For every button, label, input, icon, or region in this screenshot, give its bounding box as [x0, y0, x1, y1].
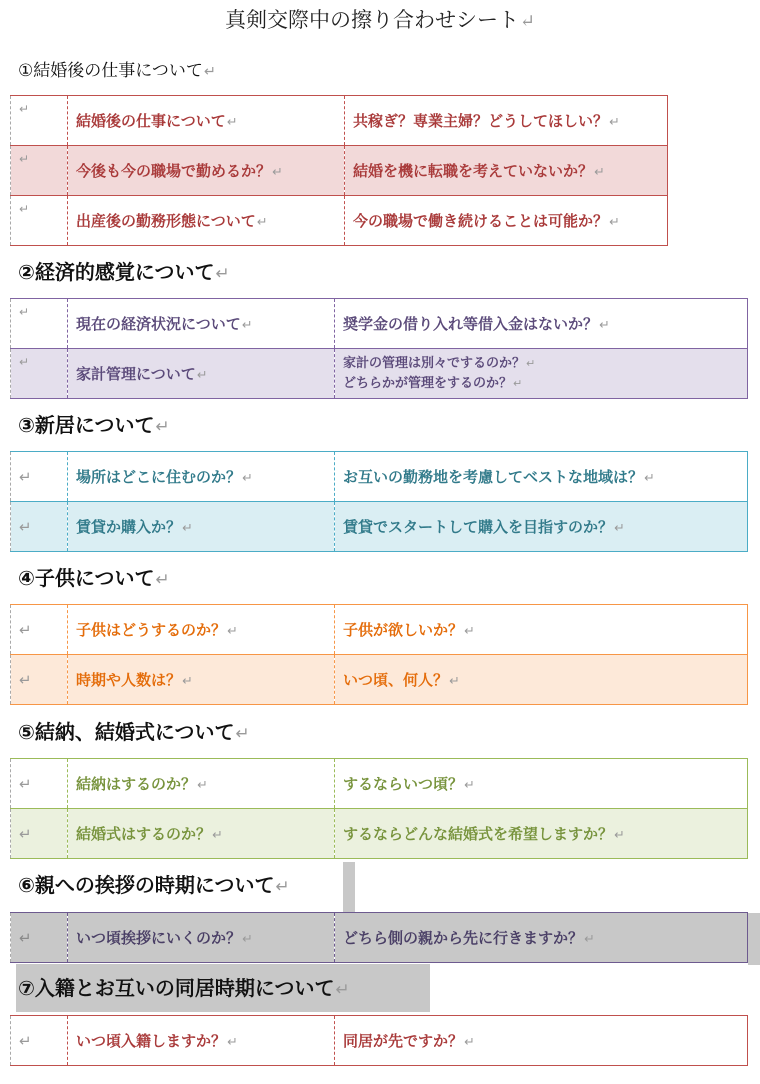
cell-text: 共稼ぎ？専業主婦？どうしてほしい？ — [353, 112, 609, 130]
document-title-text: 真剣交際中の擦り合わせシート — [225, 8, 520, 32]
cell-text: 子供が欲しいか？ — [343, 621, 464, 639]
cell-text: 結婚式はするのか？ — [76, 825, 212, 843]
table-cell-question — [345, 196, 668, 246]
cell-text: 賃貸でスタートして購入を目指すのか？ — [343, 518, 614, 536]
cell-text: 現在の経済状況について — [76, 315, 241, 333]
section-heading-text: ⑥親への挨拶の時期について — [18, 873, 275, 897]
cell-text: 場所はどこに住むのか？ — [76, 468, 242, 486]
paragraph-mark: ↵ — [449, 674, 460, 689]
paragraph-mark: ↵ — [242, 932, 253, 947]
section-heading-6 — [18, 870, 290, 902]
cell-text: お互いの勤務地を考慮してベストな地域は？ — [343, 468, 644, 486]
paragraph-mark: ↵ — [520, 11, 535, 32]
cell-text: いつ頃挨拶にいくのか？ — [76, 929, 242, 947]
paragraph-mark: ↵ — [275, 877, 290, 897]
table-cell-topic — [68, 1016, 335, 1066]
table-cell-question — [335, 1016, 748, 1066]
cell-text: 時期や人数は？ — [76, 671, 182, 689]
table-cell-topic — [68, 913, 335, 963]
table-cell-blank: ↵ — [11, 759, 68, 809]
section-table-7 — [10, 1015, 748, 1066]
section-table-6 — [10, 912, 748, 963]
paragraph-mark: ↵ — [155, 570, 170, 590]
table-cell-topic — [68, 605, 335, 655]
table-cell-question — [335, 913, 748, 963]
paragraph-mark: ↵ — [526, 356, 536, 370]
table-cell-question — [335, 759, 748, 809]
table-cell-blank: ↵ — [11, 655, 68, 705]
table-cell-topic — [68, 759, 335, 809]
table-cell-question — [345, 96, 668, 146]
table-row — [11, 452, 748, 502]
table-cell-blank: ↵ — [11, 349, 68, 399]
table-cell-topic — [68, 96, 345, 146]
table-row — [11, 96, 668, 146]
table-cell-blank: ↵ — [11, 913, 68, 963]
cell-text: 結婚後の仕事について — [76, 112, 226, 130]
table-cell-blank: ↵ — [11, 146, 68, 196]
cell-text: 出産後の勤務形態について — [76, 212, 256, 230]
table-cell-blank: ↵ — [11, 605, 68, 655]
cell-text: 今の職場で働き続けることは可能か？ — [353, 212, 609, 230]
table-cell-blank: ↵ — [11, 452, 68, 502]
cell-text: 奨学金の借り入れ等借入金はないか？ — [343, 315, 599, 333]
cell-text: 今後も今の職場で勤めるか？ — [76, 162, 272, 180]
section-table-4 — [10, 604, 748, 705]
section-heading-5 — [18, 717, 250, 749]
table-row — [11, 146, 668, 196]
table-cell-blank: ↵ — [11, 299, 68, 349]
table-row — [11, 299, 748, 349]
paragraph-mark: ↵ — [614, 828, 625, 843]
table-row — [11, 196, 668, 246]
paragraph-mark: ↵ — [196, 368, 208, 383]
section-heading-text: ⑤結納、結婚式について — [18, 720, 235, 744]
paragraph-mark: ↵ — [594, 165, 605, 180]
section-heading-1 — [18, 56, 216, 87]
table-row — [11, 1016, 748, 1066]
cell-text: いつ頃、何人？ — [343, 671, 449, 689]
paragraph-mark: ↵ — [182, 521, 193, 536]
table-cell-blank: ↵ — [11, 809, 68, 859]
paragraph-mark: ↵ — [203, 64, 217, 80]
paragraph-mark: ↵ — [242, 471, 253, 486]
paragraph-mark: ↵ — [227, 1035, 238, 1050]
table-cell-question — [335, 809, 748, 859]
document-title — [0, 4, 760, 34]
table-cell-topic — [68, 349, 335, 399]
table-cell-question — [335, 299, 748, 349]
paragraph-mark: ↵ — [241, 318, 253, 333]
section-heading-2 — [18, 257, 230, 289]
cell-text: 結婚を機に転職を考えていないか？ — [353, 162, 594, 180]
paragraph-mark: ↵ — [599, 318, 610, 333]
paragraph-mark: ↵ — [644, 471, 655, 486]
paragraph-mark: ↵ — [226, 115, 238, 130]
table-row — [11, 759, 748, 809]
paragraph-mark: ↵ — [609, 215, 620, 230]
selection-highlight — [343, 862, 355, 914]
paragraph-mark: ↵ — [609, 115, 620, 130]
table-row — [11, 502, 748, 552]
cell-text: 家計管理について — [76, 365, 196, 383]
table-cell-blank: ↵ — [11, 196, 68, 246]
cell-text: するならいつ頃？ — [343, 775, 464, 793]
table-cell-question — [335, 655, 748, 705]
table-cell-topic — [68, 655, 335, 705]
table-cell-question — [335, 605, 748, 655]
paragraph-mark: ↵ — [155, 417, 170, 437]
table-cell-topic — [68, 502, 335, 552]
section-table-1 — [10, 95, 668, 246]
table-cell-question — [335, 349, 748, 399]
cell-text: 賃貸か購入か？ — [76, 518, 182, 536]
cell-text: どちらかが管理をするのか？ — [343, 375, 513, 391]
table-row — [11, 349, 748, 399]
table-cell-question — [335, 452, 748, 502]
cell-text: するならどんな結婚式を希望しますか？ — [343, 825, 614, 843]
paragraph-mark: ↵ — [235, 724, 250, 744]
cell-text: 結納はするのか？ — [76, 775, 197, 793]
section-heading-7 — [18, 973, 350, 1005]
table-row — [11, 913, 748, 963]
section-table-5 — [10, 758, 748, 859]
table-cell-topic — [68, 809, 335, 859]
paragraph-mark: ↵ — [464, 624, 475, 639]
paragraph-mark: ↵ — [464, 1035, 475, 1050]
section-heading-text: ②経済的感覚について — [18, 260, 215, 284]
table-cell-blank: ↵ — [11, 1016, 68, 1066]
paragraph-mark: ↵ — [513, 376, 523, 390]
table-cell-blank: ↵ — [11, 96, 68, 146]
paragraph-mark: ↵ — [335, 980, 350, 1000]
section-table-2 — [10, 298, 748, 399]
selection-highlight — [748, 913, 760, 965]
table-row — [11, 809, 748, 859]
table-cell-topic — [68, 452, 335, 502]
cell-text: 子供はどうするのか？ — [76, 621, 227, 639]
cell-text: 家計の管理は別々でするのか？ — [343, 355, 526, 371]
paragraph-mark: ↵ — [182, 674, 193, 689]
section-heading-4 — [18, 563, 170, 595]
table-cell-topic — [68, 146, 345, 196]
section-heading-3 — [18, 410, 170, 442]
cell-text: 同居が先ですか？ — [343, 1032, 464, 1050]
paragraph-mark: ↵ — [464, 778, 475, 793]
table-row — [11, 605, 748, 655]
paragraph-mark: ↵ — [227, 624, 238, 639]
paragraph-mark: ↵ — [614, 521, 625, 536]
section-heading-text: ③新居について — [18, 413, 155, 437]
section-heading-text: ④子供について — [18, 566, 155, 590]
table-cell-blank: ↵ — [11, 502, 68, 552]
table-cell-question — [345, 146, 668, 196]
paragraph-mark: ↵ — [256, 215, 268, 230]
paragraph-mark: ↵ — [197, 778, 208, 793]
cell-text: いつ頃入籍しますか？ — [76, 1032, 227, 1050]
table-cell-question — [335, 502, 748, 552]
table-row — [11, 655, 748, 705]
section-table-3 — [10, 451, 748, 552]
section-heading-text: ⑦入籍とお互いの同居時期について — [18, 976, 335, 1000]
section-heading-text: ①結婚後の仕事について — [18, 61, 203, 81]
cell-text: どちら側の親から先に行きますか？ — [343, 929, 584, 947]
paragraph-mark: ↵ — [272, 165, 283, 180]
paragraph-mark: ↵ — [215, 264, 230, 284]
paragraph-mark: ↵ — [584, 932, 595, 947]
table-cell-topic — [68, 299, 335, 349]
paragraph-mark: ↵ — [212, 828, 223, 843]
table-cell-topic — [68, 196, 345, 246]
